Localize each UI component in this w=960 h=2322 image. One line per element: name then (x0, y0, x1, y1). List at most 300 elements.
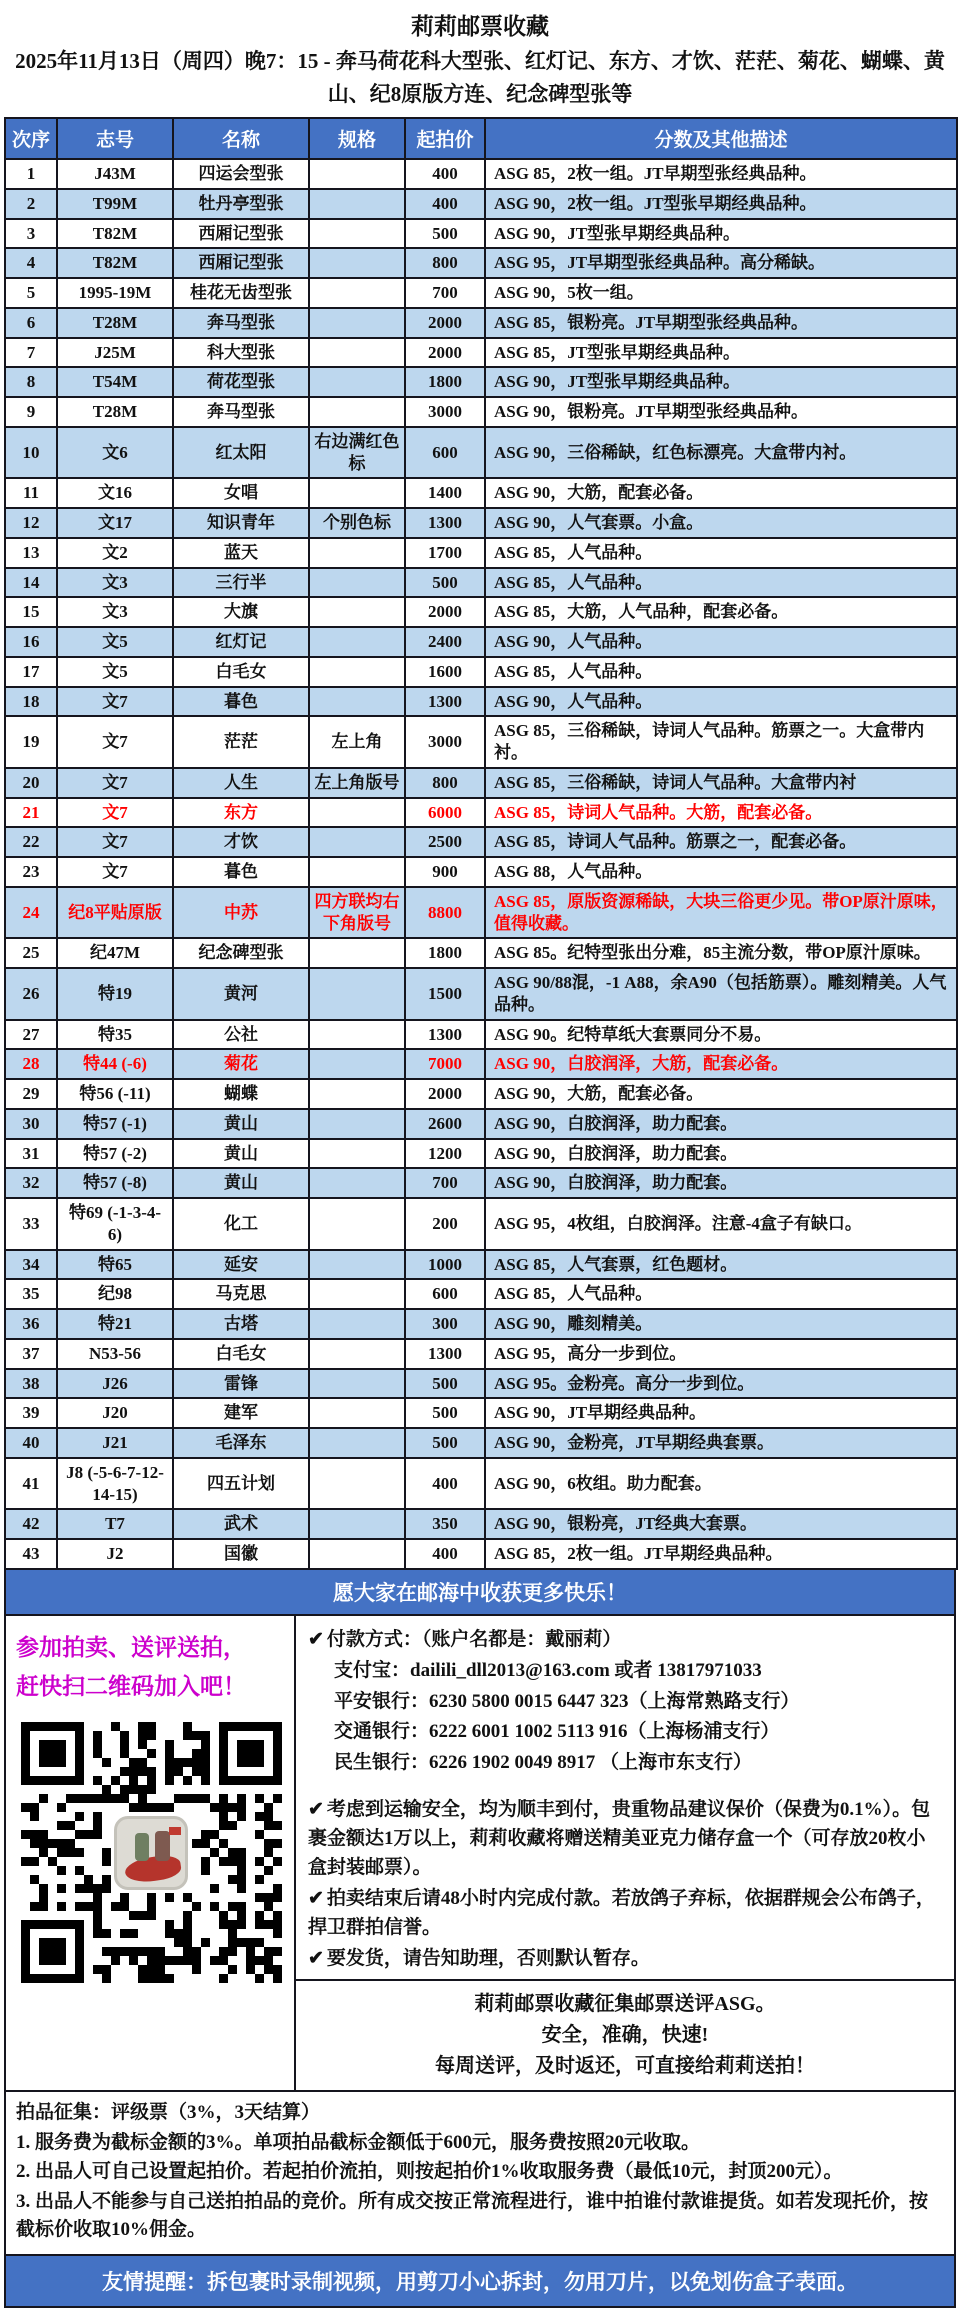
table-row (5, 1020, 957, 1050)
cell-description: ASG 95，JT早期型张经典品种。高分稀缺。 (485, 248, 957, 278)
cell-lot-name: 公社 (173, 1020, 309, 1050)
table-row (5, 1250, 957, 1280)
cell-start-price: 8800 (405, 887, 485, 939)
cell-order: 35 (5, 1279, 57, 1309)
cell-spec (309, 397, 405, 427)
cell-catalog-number: 特35 (57, 1020, 173, 1050)
cell-start-price: 500 (405, 1428, 485, 1458)
table-row (5, 687, 957, 717)
cell-order: 14 (5, 568, 57, 598)
cell-order: 11 (5, 478, 57, 508)
cell-order: 29 (5, 1079, 57, 1109)
table-row (5, 1079, 957, 1109)
cell-spec (309, 687, 405, 717)
payment-method-line: ✔ 付款方式：（账户名都是：戴丽莉） (308, 1628, 622, 1650)
cell-lot-name: 雷锋 (173, 1369, 309, 1399)
bottom-section (4, 1616, 956, 2093)
cell-catalog-number: 文7 (57, 687, 173, 717)
cell-catalog-number: 特19 (57, 968, 173, 1020)
table-header-row (5, 118, 957, 159)
cell-order: 39 (5, 1398, 57, 1428)
cell-catalog-number: T28M (57, 308, 173, 338)
cell-spec (309, 538, 405, 568)
qr-center-logo (114, 1816, 188, 1890)
cell-description: ASG 85，人气套票，红色题材。 (485, 1250, 957, 1280)
cell-lot-name: 中苏 (173, 887, 309, 939)
cell-order: 38 (5, 1369, 57, 1399)
terms-item: 3. 出品人不能参与自己送拍拍品的竞价。所有成交按正常流程进行，谁中拍谁付款谁提货。如若发现托价，按截标价收取10%佣金。 (16, 2190, 929, 2241)
cell-lot-name: 奔马型张 (173, 308, 309, 338)
cell-spec (309, 159, 405, 189)
cell-start-price: 1200 (405, 1139, 485, 1169)
cell-start-price: 600 (405, 427, 485, 479)
cell-start-price: 3000 (405, 716, 485, 768)
cell-description: ASG 90，白胶润泽，助力配套。 (485, 1109, 957, 1139)
cell-catalog-number: 文5 (57, 657, 173, 687)
cell-lot-name: 人生 (173, 768, 309, 798)
cell-order: 40 (5, 1428, 57, 1458)
cell-start-price: 600 (405, 1279, 485, 1309)
cell-spec (309, 1168, 405, 1198)
cell-description: ASG 85，三俗稀缺，诗词人气品种。筋票之一。大盒带内衬。 (485, 716, 957, 768)
cell-catalog-number: N53-56 (57, 1339, 173, 1369)
cell-catalog-number: 文16 (57, 478, 173, 508)
cell-start-price: 500 (405, 1369, 485, 1399)
cell-catalog-number: T82M (57, 248, 173, 278)
cell-spec (309, 1428, 405, 1458)
cell-order: 1 (5, 159, 57, 189)
table-row (5, 968, 957, 1020)
table-row (5, 568, 957, 598)
cell-start-price: 1500 (405, 968, 485, 1020)
cell-lot-name: 黄河 (173, 968, 309, 1020)
cell-catalog-number: T28M (57, 397, 173, 427)
cell-spec (309, 338, 405, 368)
cell-description: ASG 90，白胶润泽，助力配套。 (485, 1168, 957, 1198)
cell-lot-name: 纪念碑型张 (173, 938, 309, 968)
cell-spec (309, 1279, 405, 1309)
table-row (5, 627, 957, 657)
cell-start-price: 1300 (405, 508, 485, 538)
cell-description: ASG 90，JT型张早期经典品种。 (485, 219, 957, 249)
cell-start-price: 2600 (405, 1109, 485, 1139)
cell-order: 36 (5, 1309, 57, 1339)
cell-start-price: 400 (405, 159, 485, 189)
cell-start-price: 1300 (405, 1020, 485, 1050)
cell-spec (309, 1539, 405, 1569)
cell-start-price: 700 (405, 278, 485, 308)
cell-order: 34 (5, 1250, 57, 1280)
cell-description: ASG 90，金粉亮，JT早期经典套票。 (485, 1428, 957, 1458)
table-row (5, 938, 957, 968)
cell-spec (309, 367, 405, 397)
cell-order: 10 (5, 427, 57, 479)
table-row (5, 1428, 957, 1458)
cell-lot-name: 东方 (173, 798, 309, 828)
cell-order: 42 (5, 1509, 57, 1539)
cell-description: ASG 85，人气品种。 (485, 1279, 957, 1309)
cell-catalog-number: J20 (57, 1398, 173, 1428)
cell-start-price: 6000 (405, 798, 485, 828)
cell-description: ASG 90，5枚一组。 (485, 278, 957, 308)
cell-catalog-number: J21 (57, 1428, 173, 1458)
col-header-description: 分数及其他描述 (485, 118, 957, 159)
cell-order: 20 (5, 768, 57, 798)
cell-catalog-number: J25M (57, 338, 173, 368)
cell-description: ASG 85，诗词人气品种。大筋，配套必备。 (485, 798, 957, 828)
table-row (5, 1369, 957, 1399)
table-row (5, 716, 957, 768)
cell-start-price: 1400 (405, 478, 485, 508)
table-row (5, 478, 957, 508)
cell-spec (309, 1250, 405, 1280)
cell-start-price: 700 (405, 1168, 485, 1198)
join-callout (6, 1616, 296, 2091)
table-row (5, 248, 957, 278)
table-row (5, 1168, 957, 1198)
table-row (5, 1279, 957, 1309)
cell-lot-name: 古塔 (173, 1309, 309, 1339)
cell-start-price: 1000 (405, 1250, 485, 1280)
terms-item: 1. 服务费为截标金额的3%。单项拍品截标金额低于600元，服务费按照20元收取。 (16, 2131, 701, 2153)
cell-order: 17 (5, 657, 57, 687)
cell-lot-name: 大旗 (173, 597, 309, 627)
cell-start-price: 7000 (405, 1049, 485, 1079)
cell-description: ASG 85，JT型张早期经典品种。 (485, 338, 957, 368)
cell-catalog-number: 文2 (57, 538, 173, 568)
happiness-banner: 愿大家在邮海中收获更多快乐！ (4, 1570, 956, 1616)
table-row (5, 1139, 957, 1169)
table-row (5, 1339, 957, 1369)
check-icon: ✔ (308, 1887, 324, 1909)
cell-order: 22 (5, 827, 57, 857)
table-row (5, 159, 957, 189)
cell-description: ASG 90，大筋，配套必备。 (485, 478, 957, 508)
cell-spec (309, 1049, 405, 1079)
account-line: 平安银行：6230 5800 0015 6447 323（上海常熟路支行） (334, 1690, 800, 1712)
cell-lot-name: 茫茫 (173, 716, 309, 768)
cell-start-price: 1700 (405, 538, 485, 568)
cell-spec (309, 1198, 405, 1250)
cell-description: ASG 90，人气品种。 (485, 687, 957, 717)
table-row (5, 338, 957, 368)
cell-catalog-number: 特44 (-6) (57, 1049, 173, 1079)
table-row (5, 367, 957, 397)
cell-catalog-number: 特57 (-1) (57, 1109, 173, 1139)
cell-start-price: 2000 (405, 597, 485, 627)
cell-description: ASG 90，雕刻精美。 (485, 1309, 957, 1339)
bottom-margin (0, 2308, 960, 2322)
cell-order: 37 (5, 1339, 57, 1369)
join-line-1: 参加拍卖、送评送拍， (16, 1634, 246, 1660)
cell-description: ASG 90，人气品种。 (485, 627, 957, 657)
cell-catalog-number: 文5 (57, 627, 173, 657)
consignment-terms (4, 2092, 956, 2256)
cell-order: 9 (5, 397, 57, 427)
cell-description: ASG 85，原版资源稀缺，大块三俗更少见。带OP原汁原味，值得收藏。 (485, 887, 957, 939)
table-row (5, 768, 957, 798)
table-row (5, 1509, 957, 1539)
account-line: 交通银行：6222 6001 1002 5113 916（上海杨浦支行） (334, 1721, 780, 1743)
cell-start-price: 2000 (405, 308, 485, 338)
cell-lot-name: 暮色 (173, 687, 309, 717)
terms-title: 拍品征集：评级票（3%，3天结算） (16, 2102, 321, 2124)
cell-description: ASG 85，2枚一组。JT早期型张经典品种。 (485, 159, 957, 189)
cell-order: 7 (5, 338, 57, 368)
table-row (5, 798, 957, 828)
cell-start-price: 1800 (405, 938, 485, 968)
cell-lot-name: 知识青年 (173, 508, 309, 538)
table-row (5, 857, 957, 887)
cell-spec (309, 798, 405, 828)
cell-spec (309, 1339, 405, 1369)
cell-order: 18 (5, 687, 57, 717)
table-row (5, 1049, 957, 1079)
note-line: ✔ 考虑到运输安全，均为顺丰到付，贵重物品建议保价（保费为0.1%）。包裹金额达1万以上，莉莉收藏将赠送精美亚克力储存盒一个（可存放20枚小盒封装邮票）。 (308, 1799, 931, 1878)
cell-lot-name: 黄山 (173, 1168, 309, 1198)
cell-catalog-number: J43M (57, 159, 173, 189)
cell-order: 33 (5, 1198, 57, 1250)
cell-catalog-number: 文7 (57, 857, 173, 887)
cell-start-price: 800 (405, 248, 485, 278)
cell-catalog-number: 文7 (57, 716, 173, 768)
cell-catalog-number: 特65 (57, 1250, 173, 1280)
cell-spec (309, 308, 405, 338)
cell-order: 15 (5, 597, 57, 627)
table-row (5, 278, 957, 308)
cell-catalog-number: T54M (57, 367, 173, 397)
cell-start-price: 350 (405, 1509, 485, 1539)
cell-spec: 左上角 (309, 716, 405, 768)
cell-description: ASG 90，银粉亮，JT经典大套票。 (485, 1509, 957, 1539)
cell-catalog-number: 特21 (57, 1309, 173, 1339)
table-row (5, 827, 957, 857)
cell-start-price: 1600 (405, 657, 485, 687)
note-line: ✔ 要发货，请告知助理，否则默认暂存。 (308, 1947, 650, 1969)
cell-order: 19 (5, 716, 57, 768)
cell-order: 26 (5, 968, 57, 1020)
promo-line: 每周送评，及时返还，可直接给莉莉送拍！ (435, 2055, 815, 2078)
right-info-panel (296, 1616, 954, 2091)
check-icon: ✔ (308, 1628, 324, 1650)
cell-start-price: 500 (405, 568, 485, 598)
cell-order: 12 (5, 508, 57, 538)
cell-lot-name: 菊花 (173, 1049, 309, 1079)
friendly-reminder-banner: 友情提醒：拆包裹时录制视频，用剪刀小心拆封，勿用刀片，以免划伤盒子表面。 (4, 2256, 956, 2308)
cell-description: ASG 90，JT早期经典品种。 (485, 1398, 957, 1428)
note-line: ✔ 拍卖结束后请48小时内完成付款。若放鸽子弃标，依据群规会公布鸽子，捍卫群拍信誉。 (308, 1887, 935, 1938)
table-row (5, 1398, 957, 1428)
cell-spec (309, 1309, 405, 1339)
cell-description: ASG 85，诗词人气品种。筋票之一，配套必备。 (485, 827, 957, 857)
cell-order: 31 (5, 1139, 57, 1169)
cell-catalog-number: 纪98 (57, 1279, 173, 1309)
cell-lot-name: 延安 (173, 1250, 309, 1280)
cell-description: ASG 90，JT型张早期经典品种。 (485, 367, 957, 397)
cell-description: ASG 90/88混，-1 A88，余A90（包括筋票）。雕刻精美。人气品种。 (485, 968, 957, 1020)
cell-lot-name: 毛泽东 (173, 1428, 309, 1458)
cell-order: 24 (5, 887, 57, 939)
cell-order: 27 (5, 1020, 57, 1050)
cell-order: 16 (5, 627, 57, 657)
account-line: 民生银行：6226 1902 0049 8917 （上海市东支行） (334, 1752, 753, 1774)
cell-spec (309, 857, 405, 887)
terms-item: 2. 出品人可自己设置起拍价。若起拍价流拍，则按起拍价1%收取服务费（最低10元，封顶200元）。 (16, 2161, 843, 2183)
cell-spec (309, 478, 405, 508)
cell-spec (309, 189, 405, 219)
cell-lot-name: 白毛女 (173, 657, 309, 687)
cell-description: ASG 90，6枚组。助力配套。 (485, 1458, 957, 1510)
table-row (5, 219, 957, 249)
cell-start-price: 400 (405, 1539, 485, 1569)
table-row (5, 508, 957, 538)
cell-start-price: 2000 (405, 338, 485, 368)
cell-spec (309, 1398, 405, 1428)
col-header-start-price: 起拍价 (405, 118, 485, 159)
cell-lot-name: 红太阳 (173, 427, 309, 479)
cell-start-price: 2000 (405, 1079, 485, 1109)
cell-spec (309, 1509, 405, 1539)
cell-spec: 左上角版号 (309, 768, 405, 798)
cell-order: 5 (5, 278, 57, 308)
cell-order: 28 (5, 1049, 57, 1079)
cell-order: 43 (5, 1539, 57, 1569)
cell-spec (309, 219, 405, 249)
page-title: 莉莉邮票收藏 (411, 14, 549, 39)
payment-info (296, 1616, 954, 1980)
cell-lot-name: 武术 (173, 1509, 309, 1539)
cell-description: ASG 90，白胶润泽，助力配套。 (485, 1139, 957, 1169)
cell-catalog-number: 1995-19M (57, 278, 173, 308)
table-row (5, 1309, 957, 1339)
table-row (5, 597, 957, 627)
col-header-order: 次序 (5, 118, 57, 159)
lots-table (4, 117, 958, 1570)
cell-start-price: 2500 (405, 827, 485, 857)
cell-description: ASG 85，人气品种。 (485, 657, 957, 687)
cell-spec: 个别色标 (309, 508, 405, 538)
cell-lot-name: 红灯记 (173, 627, 309, 657)
cell-lot-name: 奔马型张 (173, 397, 309, 427)
cell-spec (309, 827, 405, 857)
cell-spec (309, 1139, 405, 1169)
cell-lot-name: 才饮 (173, 827, 309, 857)
cell-catalog-number: 文6 (57, 427, 173, 479)
cell-catalog-number: J2 (57, 1539, 173, 1569)
table-row (5, 1539, 957, 1569)
cell-order: 25 (5, 938, 57, 968)
cell-description: ASG 85，大筋，人气品种，配套必备。 (485, 597, 957, 627)
cell-start-price: 1300 (405, 687, 485, 717)
cell-lot-name: 四运会型张 (173, 159, 309, 189)
cell-lot-name: 西厢记型张 (173, 219, 309, 249)
cell-lot-name: 牡丹亭型张 (173, 189, 309, 219)
cell-spec: 右边满红色标 (309, 427, 405, 479)
promo-line: 莉莉邮票收藏征集邮票送评ASG。 (474, 1993, 776, 2016)
cell-order: 32 (5, 1168, 57, 1198)
table-row (5, 1458, 957, 1510)
cell-start-price: 2400 (405, 627, 485, 657)
cell-catalog-number: 文7 (57, 768, 173, 798)
cell-order: 8 (5, 367, 57, 397)
cell-spec (309, 938, 405, 968)
cell-description: ASG 85，银粉亮。JT早期型张经典品种。 (485, 308, 957, 338)
cell-start-price: 300 (405, 1309, 485, 1339)
cell-description: ASG 85，三俗稀缺，诗词人气品种。大盒带内衬 (485, 768, 957, 798)
cell-description: ASG 90，大筋，配套必备。 (485, 1079, 957, 1109)
cell-lot-name: 黄山 (173, 1139, 309, 1169)
cell-spec (309, 1079, 405, 1109)
cell-lot-name: 国徽 (173, 1539, 309, 1569)
cell-start-price: 200 (405, 1198, 485, 1250)
cell-catalog-number: 特57 (-8) (57, 1168, 173, 1198)
cell-start-price: 1300 (405, 1339, 485, 1369)
cell-spec (309, 657, 405, 687)
cell-catalog-number: J26 (57, 1369, 173, 1399)
table-row (5, 397, 957, 427)
cell-order: 2 (5, 189, 57, 219)
table-row (5, 1109, 957, 1139)
cell-description: ASG 90，白胶润泽，大筋，配套必备。 (485, 1049, 957, 1079)
table-row (5, 189, 957, 219)
cell-description: ASG 95，4枚组，白胶润泽。注意-4盒子有缺口。 (485, 1198, 957, 1250)
cell-catalog-number: 文3 (57, 568, 173, 598)
check-icon: ✔ (308, 1799, 324, 1821)
cell-spec (309, 278, 405, 308)
qr-code (21, 1722, 282, 1983)
cell-description: ASG 90，银粉亮。JT早期型张经典品种。 (485, 397, 957, 427)
cell-spec (309, 627, 405, 657)
cell-order: 3 (5, 219, 57, 249)
cell-catalog-number: 特57 (-2) (57, 1139, 173, 1169)
cell-start-price: 500 (405, 219, 485, 249)
cell-start-price: 400 (405, 189, 485, 219)
auction-subtitle: 2025年11月13日（周四）晚7：15 - 奔马荷花科大型张、红灯记、东方、才饮、茫茫、菊花、蝴蝶、黄山、纪8原版方连、纪念碑型张等 (15, 49, 945, 106)
cell-spec (309, 1020, 405, 1050)
cell-spec (309, 1109, 405, 1139)
cell-catalog-number: T7 (57, 1509, 173, 1539)
cell-catalog-number: 文7 (57, 827, 173, 857)
cell-description: ASG 85，人气品种。 (485, 568, 957, 598)
cell-lot-name: 科大型张 (173, 338, 309, 368)
cell-order: 4 (5, 248, 57, 278)
check-icon: ✔ (308, 1947, 324, 1969)
cell-lot-name: 暮色 (173, 857, 309, 887)
cell-description: ASG 90，人气套票。小盒。 (485, 508, 957, 538)
cell-catalog-number: T82M (57, 219, 173, 249)
cell-lot-name: 西厢记型张 (173, 248, 309, 278)
col-header-name: 名称 (173, 118, 309, 159)
cell-catalog-number: J8 (-5-6-7-12-14-15) (57, 1458, 173, 1510)
cell-lot-name: 黄山 (173, 1109, 309, 1139)
table-row (5, 538, 957, 568)
asg-promo (296, 1979, 954, 2090)
cell-lot-name: 荷花型张 (173, 367, 309, 397)
cell-catalog-number: 纪8平贴原版 (57, 887, 173, 939)
cell-spec (309, 968, 405, 1020)
cell-lot-name: 蝴蝶 (173, 1079, 309, 1109)
cell-catalog-number: 纪47M (57, 938, 173, 968)
cell-order: 13 (5, 538, 57, 568)
promo-line: 安全，准确，快速! (541, 2024, 709, 2047)
col-header-catalog: 志号 (57, 118, 173, 159)
cell-lot-name: 桂花无齿型张 (173, 278, 309, 308)
cell-start-price: 900 (405, 857, 485, 887)
cell-spec (309, 1369, 405, 1399)
cell-description: ASG 90。纪特草纸大套票同分不易。 (485, 1020, 957, 1050)
cell-start-price: 3000 (405, 397, 485, 427)
table-row (5, 657, 957, 687)
